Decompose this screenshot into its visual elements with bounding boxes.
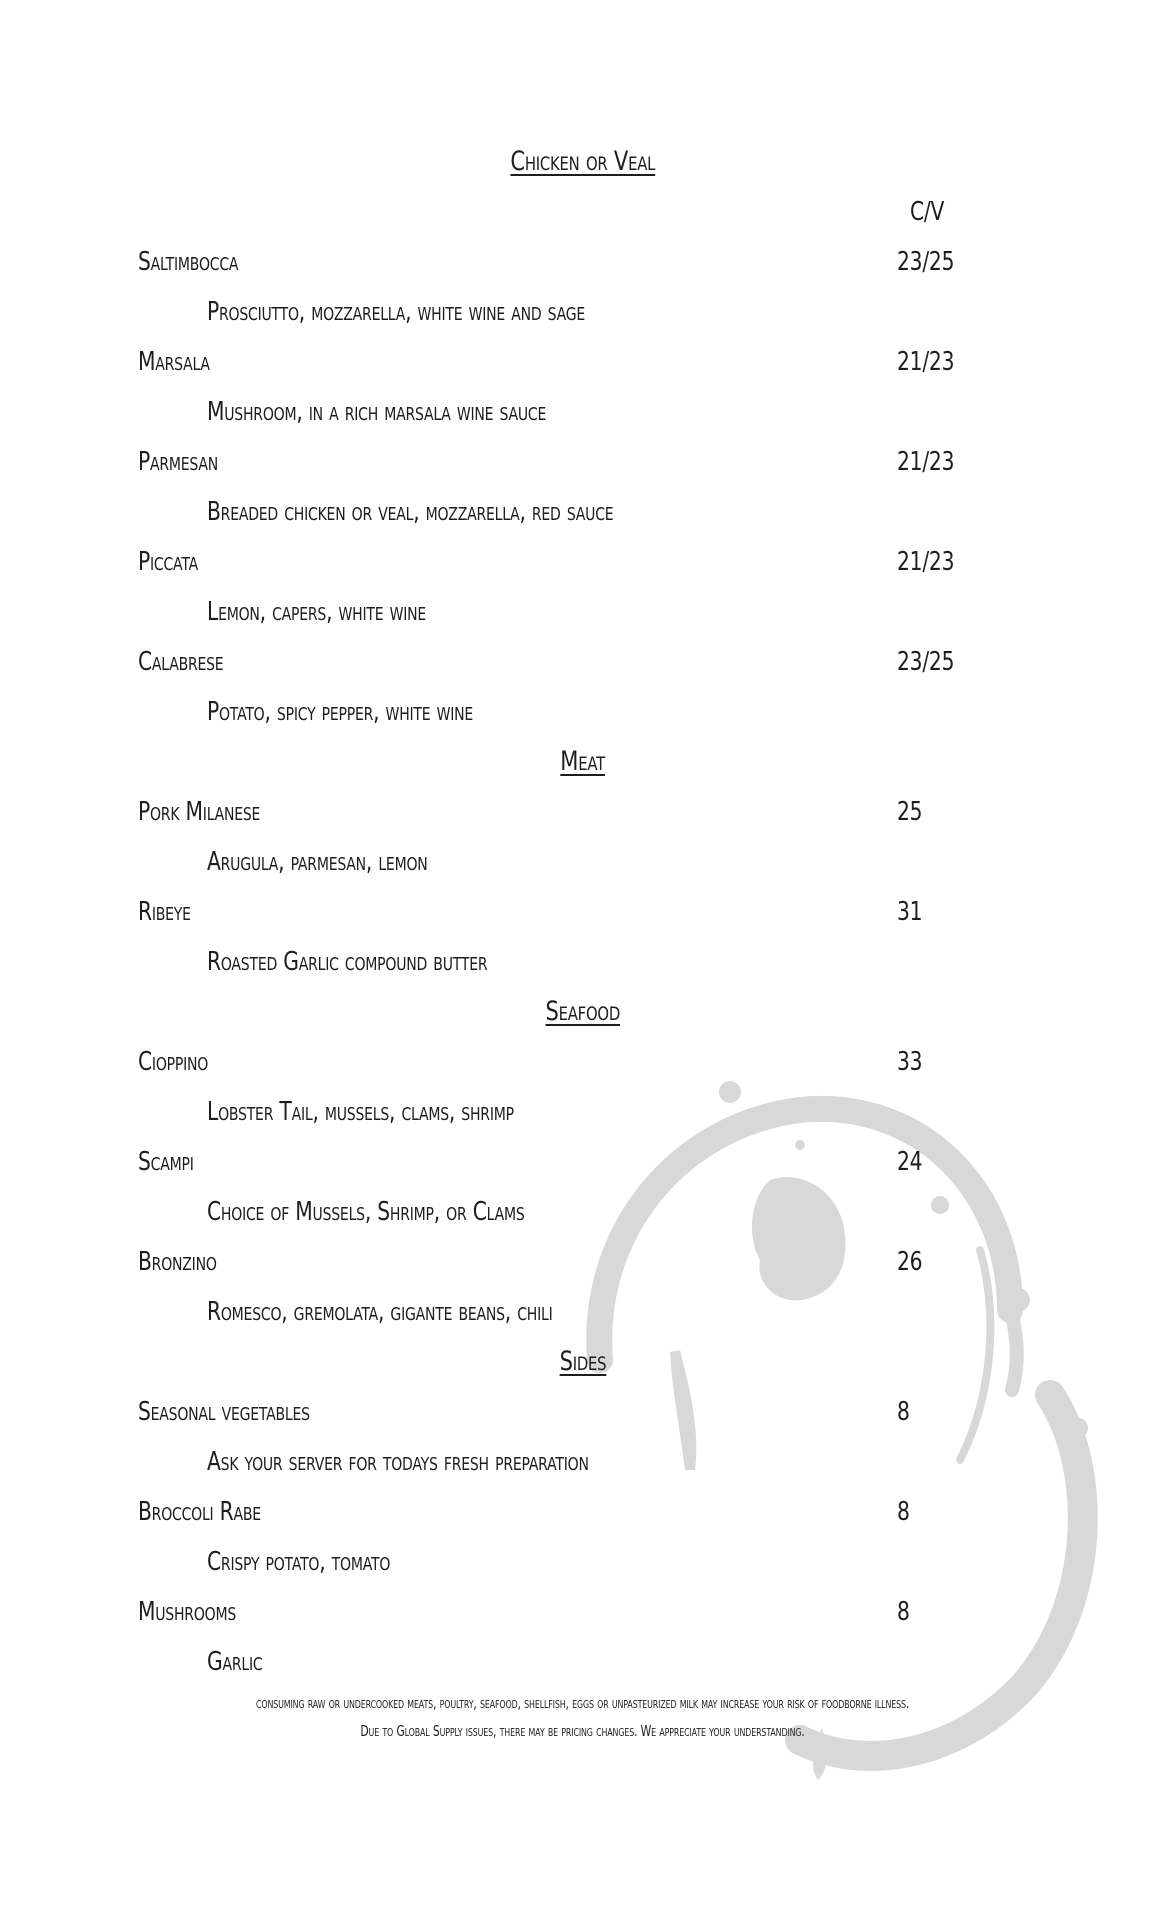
- item-name-ribeye: Ribeye: [138, 897, 191, 927]
- section-title-seafood: Seafood: [545, 996, 621, 1027]
- item-price-broccoli-rabe: 8: [897, 1497, 910, 1527]
- stain-drop-5: [1006, 1288, 1030, 1312]
- item-name-broccoli-rabe: Broccoli Rabe: [138, 1497, 261, 1527]
- item-price-seasonal-vegetables: 8: [897, 1397, 910, 1427]
- item-name-calabrese: Calabrese: [138, 647, 224, 677]
- item-description-ribeye: Roasted Garlic compound butter: [207, 947, 488, 977]
- item-price-cioppino: 33: [897, 1047, 923, 1077]
- item-description-parmesan: Breaded chicken or veal, mozzarella, red sauce: [207, 497, 614, 527]
- item-name-scampi: Scampi: [138, 1147, 194, 1177]
- footer-pricing-notice: Due to Global Supply issues, there may be pricing changes. We appreciate your understanding.: [360, 1722, 806, 1740]
- item-price-saltimbocca: 23/25: [897, 247, 955, 277]
- item-description-mushrooms: Garlic: [207, 1647, 263, 1677]
- item-name-bronzino: Bronzino: [138, 1247, 217, 1277]
- item-description-saltimbocca: Prosciutto, mozzarella, white wine and sage: [207, 297, 586, 327]
- section-title-chicken-or-veal: Chicken or Veal: [510, 146, 656, 177]
- item-description-scampi: Choice of Mussels, Shrimp, or Clams: [207, 1197, 525, 1227]
- item-name-mushrooms: Mushrooms: [138, 1597, 237, 1627]
- item-price-parmesan: 21/23: [897, 447, 955, 477]
- item-name-parmesan: Parmesan: [138, 447, 218, 477]
- item-name-marsala: Marsala: [138, 347, 210, 377]
- item-price-scampi: 24: [897, 1147, 923, 1177]
- stain-drop-2: [931, 1196, 949, 1214]
- item-price-bronzino: 26: [897, 1247, 923, 1277]
- item-description-bronzino: Romesco, gremolata, gigante beans, chili: [207, 1297, 553, 1327]
- stain-drop-1: [719, 1081, 741, 1103]
- item-price-calabrese: 23/25: [897, 647, 955, 677]
- item-description-piccata: Lemon, capers, white wine: [207, 597, 427, 627]
- section-title-sides: Sides: [559, 1346, 607, 1377]
- stain-ring-upper: [599, 1109, 1010, 1360]
- item-description-marsala: Mushroom, in a rich marsala wine sauce: [207, 397, 547, 427]
- item-price-ribeye: 31: [897, 897, 923, 927]
- section-title-meat: Meat: [560, 746, 606, 777]
- footer-health-warning: consuming raw or undercooked meats, poultry, seafood, shellfish, eggs or unpasteurized milk may increase your risk of foodborne illness.: [256, 1694, 910, 1712]
- item-name-pork-milanese: Pork Milanese: [138, 797, 261, 827]
- stain-drop-3: [795, 1140, 805, 1150]
- item-name-seasonal-vegetables: Seasonal vegetables: [138, 1397, 310, 1427]
- item-name-saltimbocca: Saltimbocca: [138, 247, 239, 277]
- item-price-pork-milanese: 25: [897, 797, 923, 827]
- item-description-broccoli-rabe: Crispy potato, tomato: [207, 1547, 391, 1577]
- item-price-mushrooms: 8: [897, 1597, 910, 1627]
- item-description-seasonal-vegetables: Ask your server for todays fresh preparation: [207, 1447, 589, 1477]
- column-header-cv: C/V: [910, 197, 945, 227]
- item-price-piccata: 21/23: [897, 547, 955, 577]
- item-description-calabrese: Potato, spicy pepper, white wine: [207, 697, 474, 727]
- item-description-pork-milanese: Arugula, parmesan, lemon: [207, 847, 428, 877]
- item-name-cioppino: Cioppino: [138, 1047, 209, 1077]
- item-description-cioppino: Lobster Tail, mussels, clams, shrimp: [207, 1097, 514, 1127]
- item-price-marsala: 21/23: [897, 347, 955, 377]
- stain-drop-6: [1068, 1418, 1088, 1438]
- stain-splash-blob: [752, 1177, 845, 1300]
- item-name-piccata: Piccata: [138, 547, 198, 577]
- stain-drop-4: [814, 1109, 826, 1121]
